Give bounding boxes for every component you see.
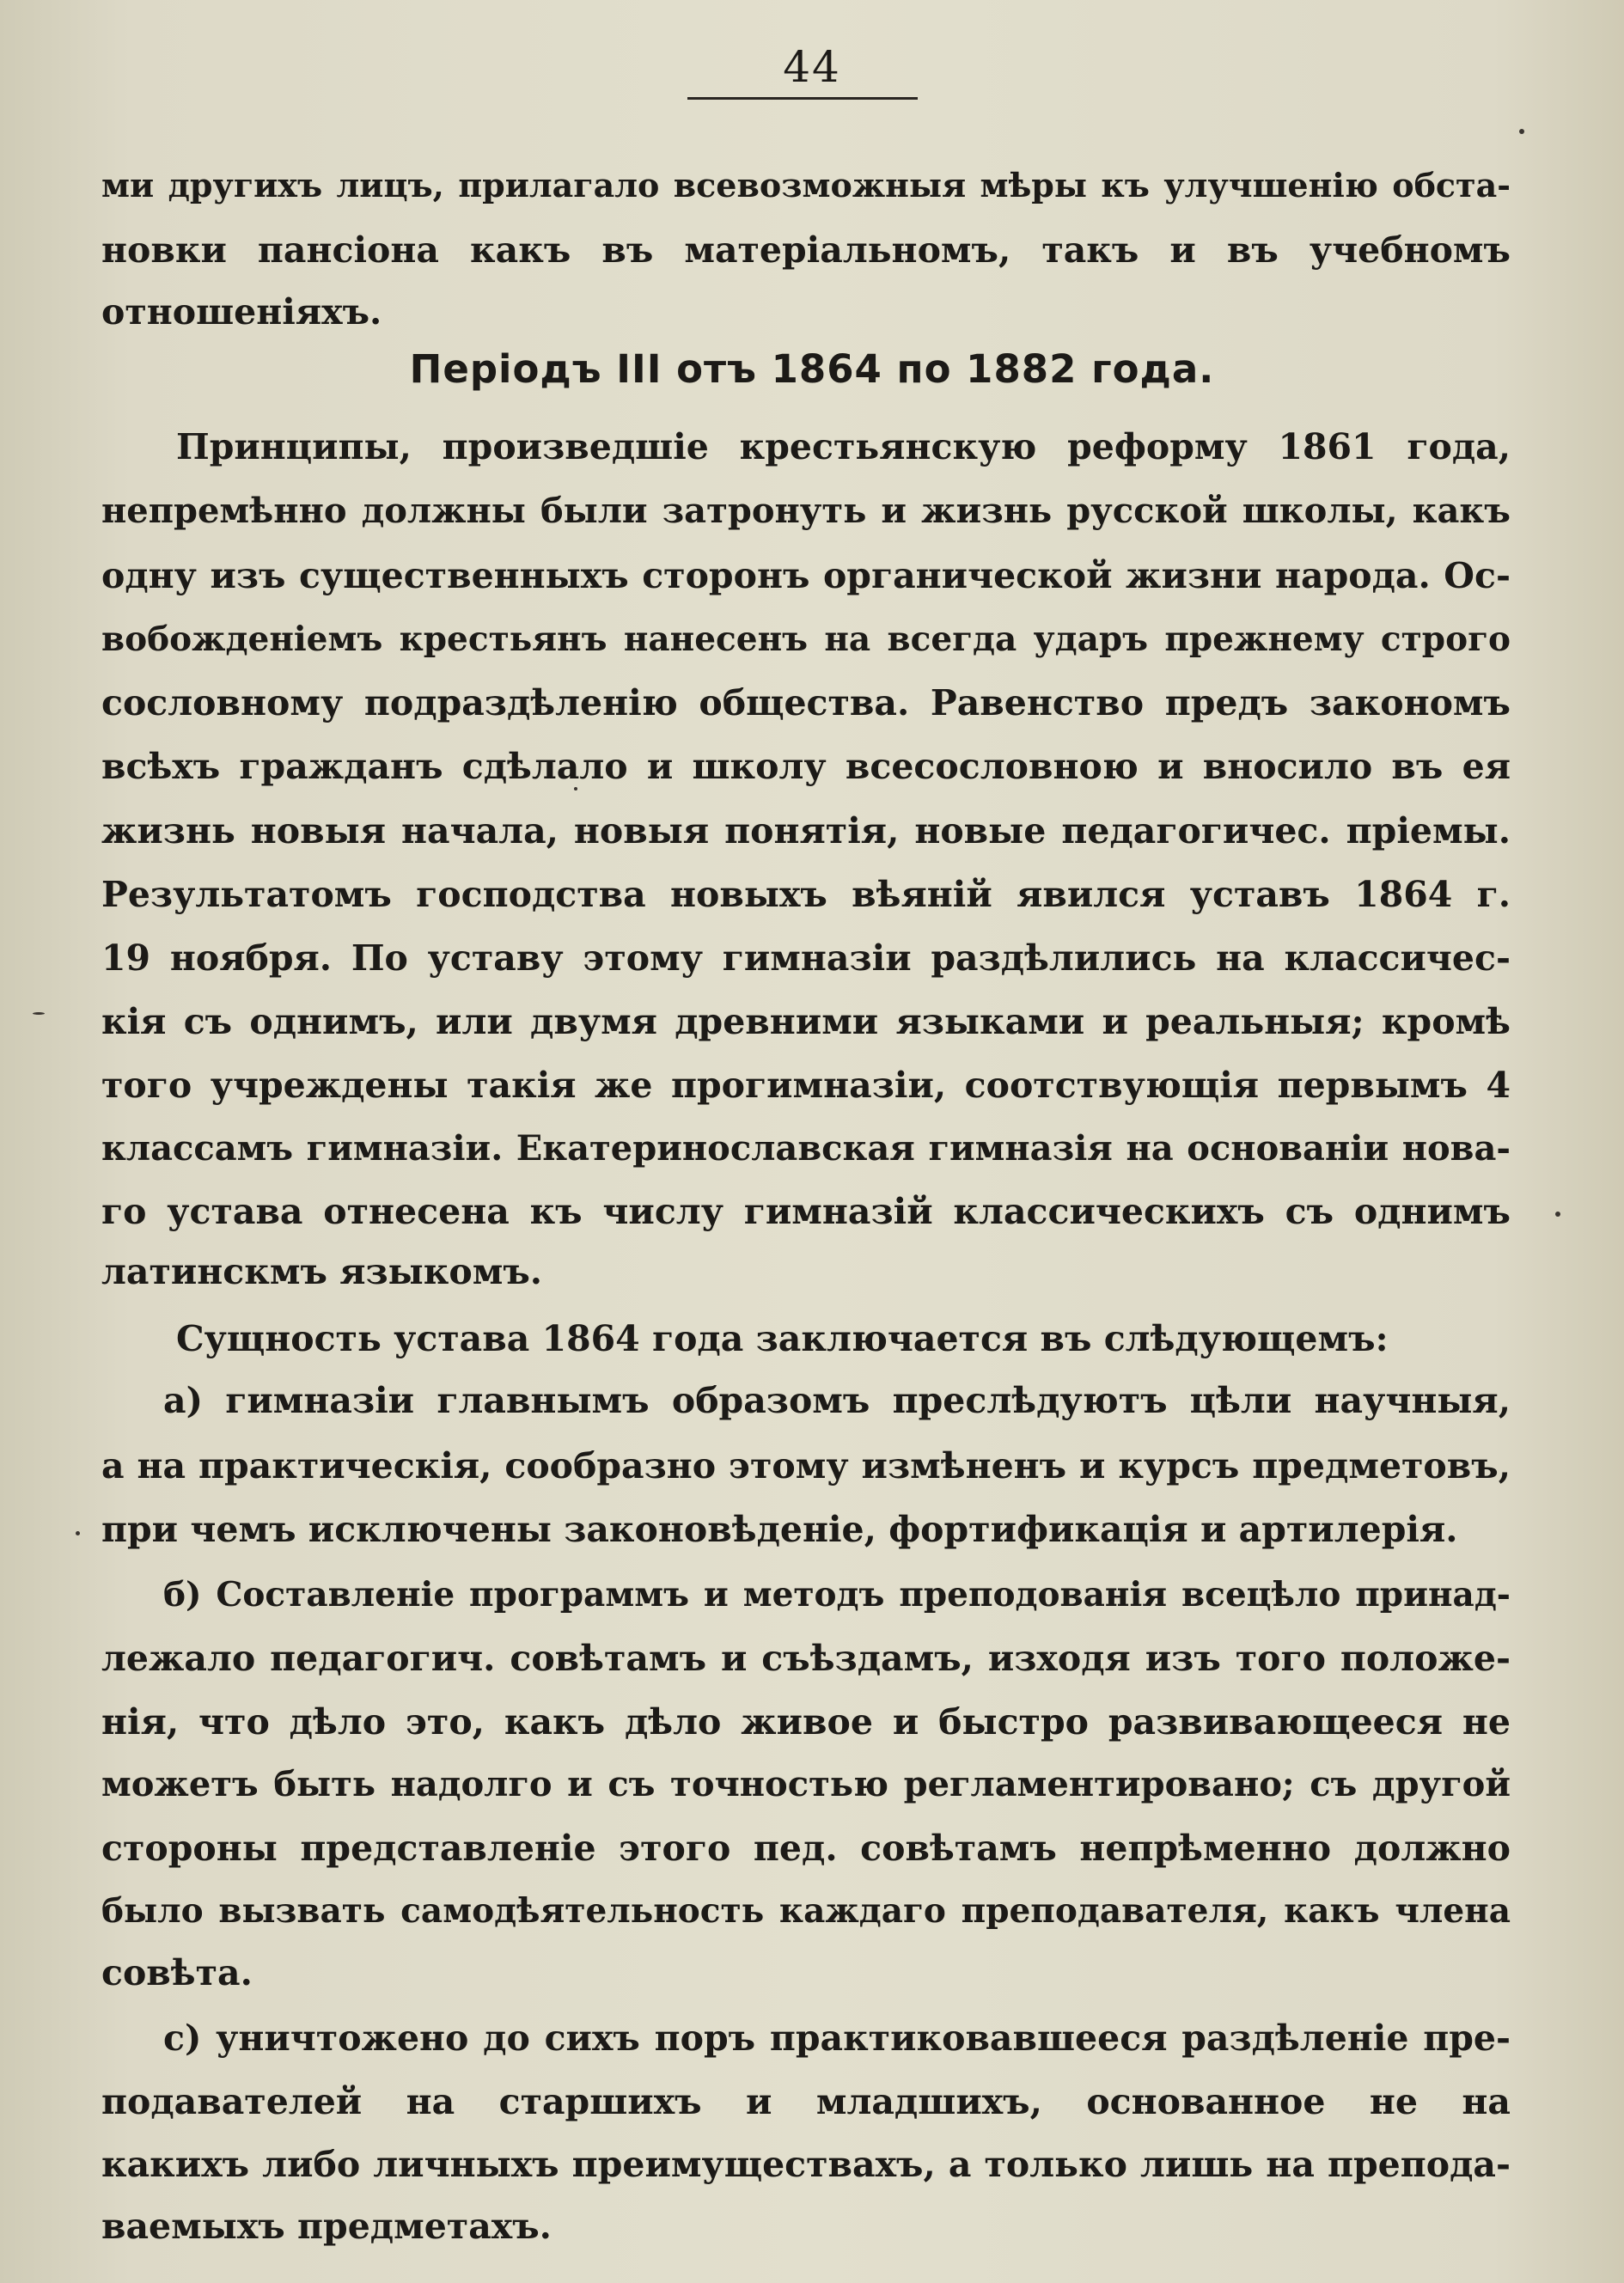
- text-line: латинскмъ языкомъ.: [101, 1251, 543, 1292]
- text-line: классамъ гимназіи. Екатеринославская гимназія на основаніи нова-: [101, 1128, 1511, 1169]
- paper-speck: [1555, 1212, 1560, 1217]
- text-line: непремѣнно должны были затронуть и жизнь русской школы, какъ: [101, 491, 1511, 531]
- section-heading: Періодъ III отъ 1864 по 1882 года.: [409, 346, 1215, 392]
- text-line: новки пансіона какъ въ матеріальномъ, такъ и въ учебномъ: [101, 229, 1511, 271]
- text-line: Принципы, произведшіе крестьянскую реформу 1861 года,: [176, 426, 1511, 467]
- text-line: стороны представленіе этого пед. совѣтамъ непрѣменно должно: [101, 1828, 1511, 1869]
- text-line: Сущность устава 1864 года заключается въ слѣдующемъ:: [176, 1318, 1389, 1359]
- text-line: всѣхъ гражданъ сдѣлало и школу всесословною и вносило въ ея: [101, 746, 1511, 787]
- text-line: ваемыхъ предметахъ.: [101, 2206, 552, 2247]
- text-line: б) Составленіе программъ и методъ преподованія всецѣло принад-: [163, 1575, 1511, 1615]
- text-line: а на практическія, сообразно этому измѣненъ и курсъ предметовъ,: [101, 1445, 1511, 1486]
- text-line: ми другихъ лицъ, прилагало всевозможныя мѣры къ улучшенію обста-: [101, 166, 1511, 204]
- paper-speck: [76, 1531, 80, 1535]
- paper-speck: [574, 787, 577, 791]
- text-line: отношеніяхъ.: [101, 291, 382, 333]
- text-line: одну изъ существенныхъ сторонъ органической жизни народа. Ос-: [101, 555, 1511, 596]
- paper-speck: [33, 1012, 45, 1015]
- text-line: c) уничтожено до сихъ поръ практиковавшееся раздѣленіе пре-: [163, 2017, 1511, 2059]
- paper-speck: [1519, 129, 1524, 134]
- text-line: лежало педагогич. совѣтамъ и съѣздамъ, изходя изъ того положе-: [101, 1638, 1511, 1679]
- page-number-rule: [687, 97, 918, 100]
- text-line: какихъ либо личныхъ преимуществахъ, а только лишь на препода-: [101, 2144, 1511, 2185]
- text-line: совѣта.: [101, 1952, 253, 1993]
- text-line: при чемъ исключены законовѣденіе, фортификація и артилерія.: [101, 1509, 1458, 1550]
- text-line: подавателей на старшихъ и младшихъ, основанное не на: [101, 2081, 1511, 2122]
- text-line: кія съ однимъ, или двумя древними языками и реальныя; кромѣ: [101, 1001, 1511, 1042]
- text-line: нія, что дѣло это, какъ дѣло живое и быстро развивающееся не: [101, 1701, 1511, 1743]
- text-line: жизнь новыя начала, новыя понятія, новые педагогичес. пріемы.: [101, 810, 1511, 852]
- text-line: Результатомъ господства новыхъ вѣяній явился уставъ 1864 г.: [101, 874, 1511, 915]
- text-line: можетъ быть надолго и съ точностью регламентировано; съ другой: [101, 1764, 1511, 1804]
- text-line: вобожденіемъ крестьянъ нанесенъ на всегда ударъ прежнему строго: [101, 620, 1511, 659]
- text-line: того учреждены такія же прогимназіи, соотствующія первымъ 4: [101, 1065, 1511, 1106]
- text-line: сословному подраздѣленію общества. Равенство предъ закономъ: [101, 682, 1511, 723]
- text-line: 19 ноября. По уставу этому гимназіи раздѣлились на классичес-: [101, 937, 1511, 979]
- text-line: было вызвать самодѣятельность каждаго преподавателя, какъ члена: [101, 1891, 1511, 1931]
- text-line: го устава отнесена къ числу гимназій классическихъ съ однимъ: [101, 1191, 1511, 1232]
- page-number: 44: [783, 42, 841, 92]
- text-line: а) гимназіи главнымъ образомъ преслѣдуютъ цѣли научныя,: [163, 1380, 1511, 1421]
